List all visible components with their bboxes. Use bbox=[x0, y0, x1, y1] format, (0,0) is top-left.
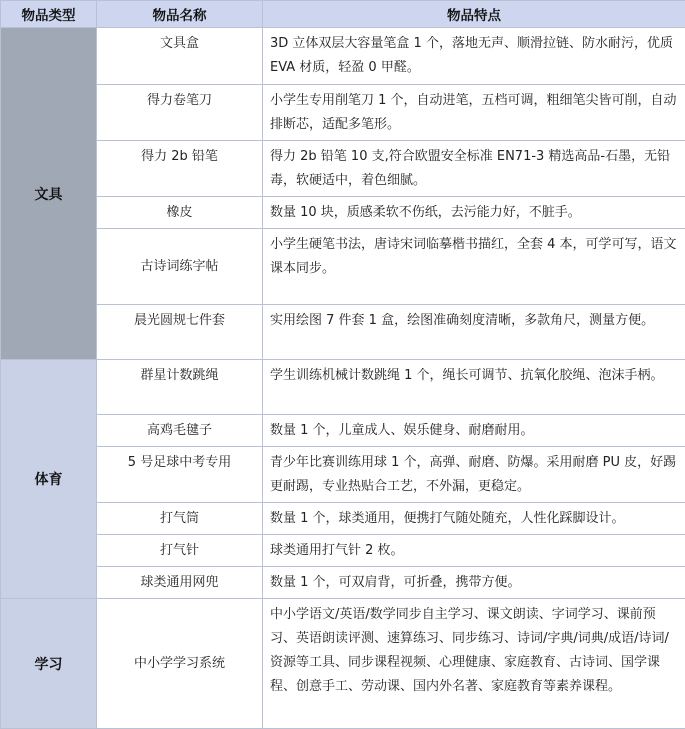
item-features: 实用绘图 7 件套 1 盒，绘图准确刻度清晰，多款角尺，测量方便。 bbox=[263, 305, 685, 360]
item-features: 青少年比赛训练用球 1 个，高弹、耐磨、防爆。采用耐磨 PU 皮，好踢更耐踢，专业热贴合工艺，不外漏，更稳定。 bbox=[263, 447, 685, 503]
header-type: 物品类型 bbox=[1, 1, 97, 28]
item-name: 古诗词练字帖 bbox=[97, 229, 263, 305]
item-name: 文具盒 bbox=[97, 28, 263, 85]
item-features: 3D 立体双层大容量笔盒 1 个，落地无声、顺滑拉链、防水耐污，优质 EVA 材质，轻盈 0 甲醛。 bbox=[263, 28, 685, 85]
item-features: 数量 1 个，球类通用，便携打气随处随充，人性化踩脚设计。 bbox=[263, 503, 685, 535]
item-name: 5 号足球中考专用 bbox=[97, 447, 263, 503]
item-name: 打气针 bbox=[97, 535, 263, 567]
category-cell: 学习 bbox=[1, 599, 97, 729]
item-features: 得力 2b 铅笔 10 支,符合欧盟安全标准 EN71-3 精选高品-石墨，无铅毒，软硬适中，着色细腻。 bbox=[263, 141, 685, 197]
header-row bbox=[1, 1, 685, 28]
table-row bbox=[1, 599, 685, 729]
item-features: 数量 10 块，质感柔软不伤纸，去污能力好，不脏手。 bbox=[263, 197, 685, 229]
item-name: 得力卷笔刀 bbox=[97, 85, 263, 141]
item-name: 高鸡毛毽子 bbox=[97, 415, 263, 447]
table-row bbox=[1, 535, 685, 567]
item-name: 晨光圆规七件套 bbox=[97, 305, 263, 360]
table-row bbox=[1, 28, 685, 85]
table-row bbox=[1, 415, 685, 447]
item-name: 橡皮 bbox=[97, 197, 263, 229]
table-row bbox=[1, 305, 685, 360]
item-name: 群星计数跳绳 bbox=[97, 360, 263, 415]
item-name: 中小学学习系统 bbox=[97, 599, 263, 729]
item-features: 数量 1 个，儿童成人、娱乐健身、耐磨耐用。 bbox=[263, 415, 685, 447]
item-features: 小学生专用削笔刀 1 个，自动进笔，五档可调，粗细笔尖皆可削，自动排断芯，适配多笔形。 bbox=[263, 85, 685, 141]
table-row bbox=[1, 567, 685, 599]
item-name: 得力 2b 铅笔 bbox=[97, 141, 263, 197]
table-row bbox=[1, 229, 685, 305]
item-features: 中小学语文/英语/数学同步自主学习、课文朗读、字词学习、课前预习、英语朗读评测、速算练习、同步练习、诗词/字典/词典/成语/诗词/资源等工具、同步课程视频、心理健康、家庭教育、古诗词、国学课程、创意手工、劳动课、国内外名著、家庭教育等素养课程。 bbox=[263, 599, 685, 729]
item-name: 球类通用网兜 bbox=[97, 567, 263, 599]
header-name: 物品名称 bbox=[97, 1, 263, 28]
category-cell: 文具 bbox=[1, 28, 97, 360]
table-row bbox=[1, 141, 685, 197]
table-row bbox=[1, 360, 685, 415]
item-features: 学生训练机械计数跳绳 1 个，绳长可调节、抗氧化胶绳、泡沫手柄。 bbox=[263, 360, 685, 415]
table-row bbox=[1, 197, 685, 229]
table-row bbox=[1, 503, 685, 535]
item-features: 小学生硬笔书法，唐诗宋词临摹楷书描红，全套 4 本，可学可写，语文课本同步。 bbox=[263, 229, 685, 305]
item-name: 打气筒 bbox=[97, 503, 263, 535]
header-features: 物品特点 bbox=[263, 1, 685, 28]
table-row bbox=[1, 85, 685, 141]
item-features: 数量 1 个，可双肩背，可折叠，携带方便。 bbox=[263, 567, 685, 599]
category-cell: 体育 bbox=[1, 360, 97, 599]
item-features: 球类通用打气针 2 枚。 bbox=[263, 535, 685, 567]
table-row bbox=[1, 447, 685, 503]
